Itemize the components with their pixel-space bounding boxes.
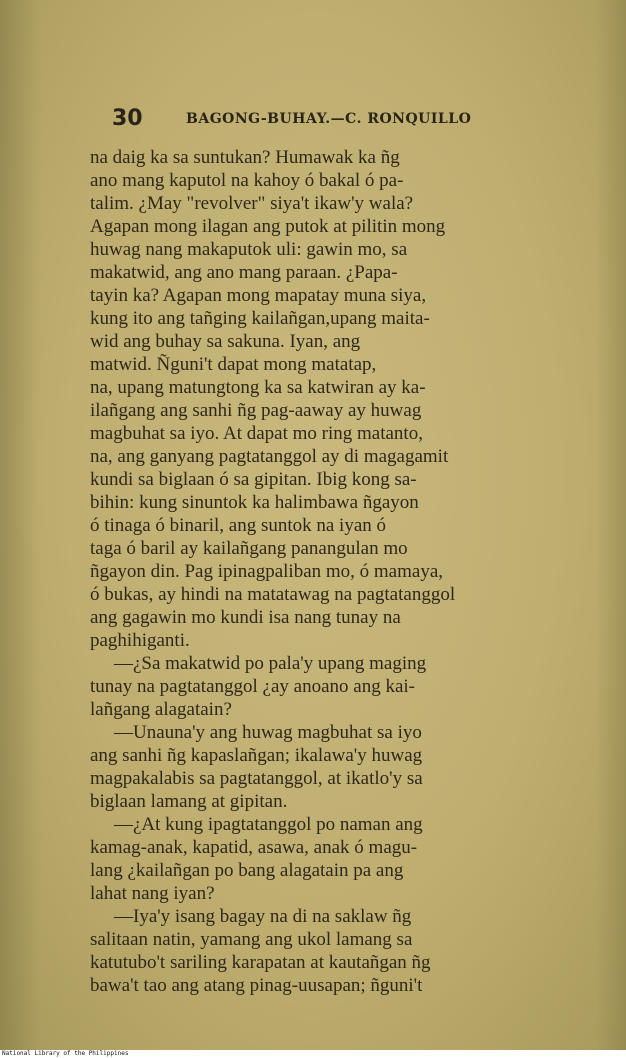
text-line: —¿At kung ipagtatanggol po naman ang — [114, 814, 423, 835]
text-line: lahat nang iyan? — [90, 883, 215, 904]
text-line: —Unauna'y ang huwag magbuhat sa iyo — [114, 722, 422, 743]
text-line: kundi sa biglaan ó sa gipitan. Ibig kong sa- — [90, 469, 417, 490]
text-line: ó bukas, ay hindi na matatawag na pagtatanggol — [90, 584, 456, 605]
text-line: kamag-anak, kapatid, asawa, anak ó magu- — [90, 837, 418, 858]
text-line: lang ¿kailañgan po bang alagatain pa ang — [90, 860, 404, 881]
running-title: BAGONG-BUHAY.—C. RONQUILLO — [186, 111, 472, 127]
text-line: wid ang buhay sa sakuna. Iyan, ang — [90, 331, 361, 352]
body-text — [90, 146, 560, 997]
text-line: na, ang ganyang pagtatanggol ay di magagamit — [90, 446, 449, 467]
text-line: paghihiganti. — [90, 630, 190, 651]
text-line: bawa't tao ang atang pinag-uusapan; ñguni't — [90, 975, 423, 996]
text-line: —Iya'y isang bagay na di na saklaw ñg — [114, 906, 412, 927]
text-line: ang sanhi ñg kapaslañgan; ikalawa'y huwag — [90, 745, 423, 766]
text-line: ilañgang ang sanhi ñg pag-aaway ay huwag — [90, 400, 422, 421]
text-line: huwag nang makaputok uli: gawin mo, sa — [90, 239, 408, 260]
text-line: kung ito ang tañging kailañgan,upang maita- — [90, 308, 430, 329]
text-line: na daig ka sa suntukan? Humawak ka ñg — [90, 147, 400, 168]
text-line: makatwid, ang ano mang paraan. ¿Papa- — [90, 262, 398, 283]
text-line: talim. ¿May "revolver" siya't ikaw'y wala? — [90, 193, 414, 214]
text-line: ó tinaga ó binaril, ang suntok na iyan ó — [90, 515, 387, 536]
text-line: matwid. Ñguni't dapat mong matatap, — [90, 354, 377, 375]
text-line: magpakalabis sa pagtatanggol, at ikatlo'y sa — [90, 768, 423, 789]
text-line: salitaan natin, yamang ang ukol lamang sa — [90, 929, 413, 950]
text-line: Agapan mong ilagan ang putok at pilitin mong — [90, 216, 446, 237]
text-line: ang gagawin mo kundi isa nang tunay na — [90, 607, 401, 628]
text-line: katutubo't sariling karapatan at kautañgan ñg — [90, 952, 431, 973]
text-line: —¿Sa makatwid po pala'y upang maging — [114, 653, 427, 674]
text-line: lañgang alagatain? — [90, 699, 232, 720]
text-line: ano mang kaputol na kahoy ó bakal ó pa- — [90, 170, 404, 191]
text-line: ñgayon din. Pag ipinagpaliban mo, ó mamaya, — [90, 561, 444, 582]
text-line: magbuhat sa iyo. At dapat mo ring matanto, — [90, 423, 423, 444]
page-header — [112, 106, 492, 136]
text-line: biglaan lamang at gipitan. — [90, 791, 288, 812]
text-line: tayin ka? Agapan mong mapatay muna siya, — [90, 285, 427, 306]
text-line: tunay na pagtatanggol ¿ay anoano ang kai- — [90, 676, 415, 697]
page-number: 30 — [112, 106, 143, 131]
library-footer: National Library of the Philippines — [0, 1050, 626, 1058]
text-line: na, upang matungtong ka sa katwiran ay ka- — [90, 377, 426, 398]
text-line: taga ó baril ay kailañgang panangulan mo — [90, 538, 408, 559]
text-line: bihin: kung sinuntok ka halimbawa ñgayon — [90, 492, 419, 513]
